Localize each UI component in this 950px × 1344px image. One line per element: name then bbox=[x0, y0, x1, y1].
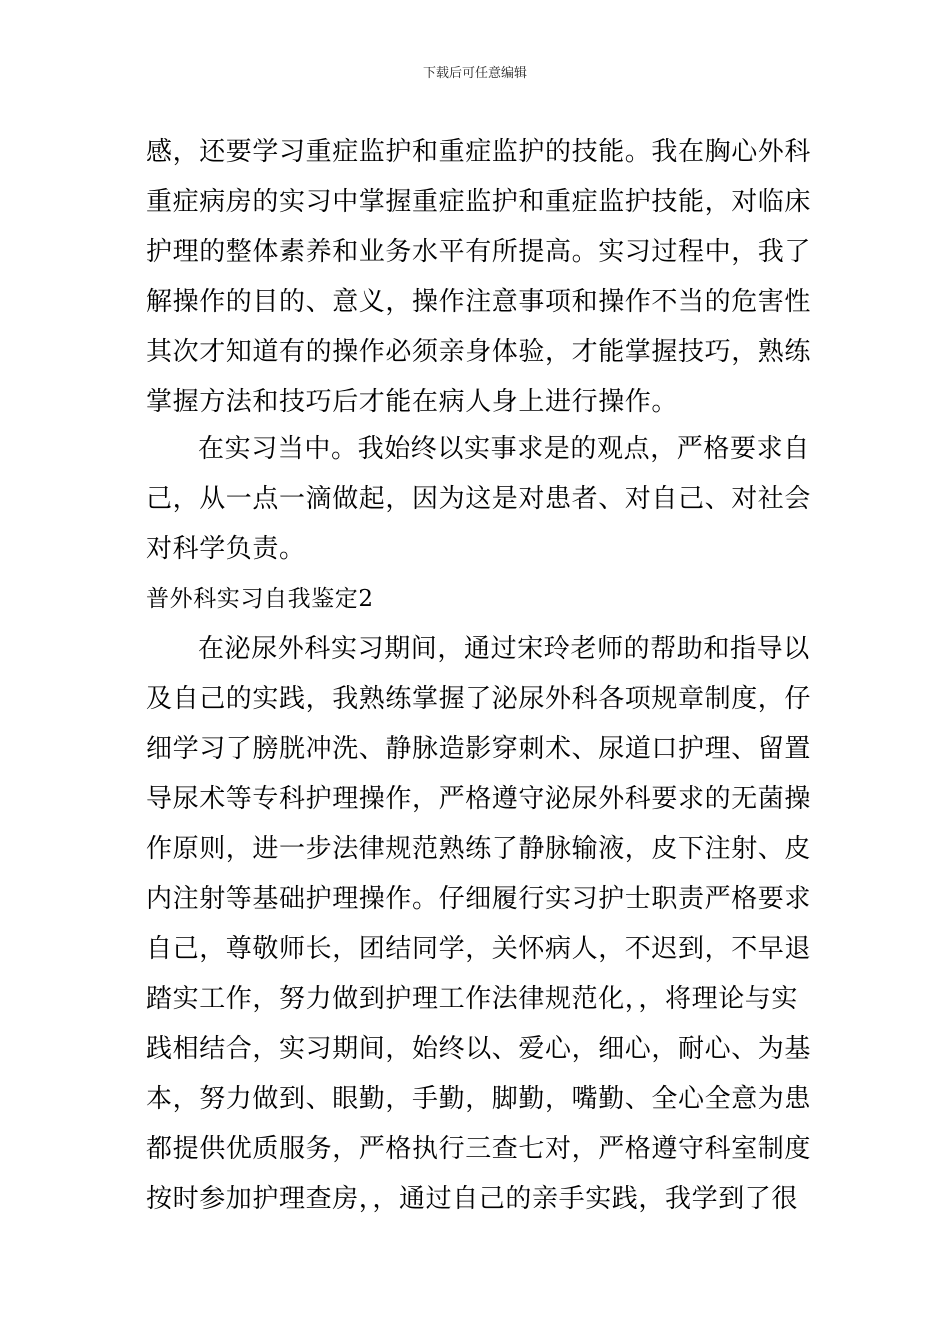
paragraph-line: 重症病房的实习中掌握重症监护和重症监护技能，对临床 bbox=[146, 187, 812, 217]
paragraph-line: 感，还要学习重症监护和重症监护的技能。我在胸心外科 bbox=[146, 137, 812, 167]
paragraph-line: 在实习当中。我始终以实事求是的观点，严格要求自 bbox=[198, 434, 810, 464]
paragraph-line: 践相结合，实习期间，始终以、爱心，细心，耐心、为基 bbox=[146, 1034, 812, 1064]
paragraph-line: 按时参加护理查房，，通过自己的亲手实践，我学到了很 bbox=[146, 1184, 799, 1214]
paragraph-line: 本，努力做到、眼勤，手勤，脚勤，嘴勤、全心全意为患 bbox=[146, 1084, 812, 1114]
paragraph-line: 踏实工作，努力做到护理工作法律规范化，，将理论与实 bbox=[146, 984, 799, 1014]
paragraph-line: 导尿术等专科护理操作，严格遵守泌尿外科要求的无菌操 bbox=[146, 784, 812, 814]
page-header: 下载后可任意编辑 bbox=[422, 66, 527, 81]
paragraph-line: 掌握方法和技巧后才能在病人身上进行操作。 bbox=[146, 387, 679, 417]
paragraph-line: 己，从一点一滴做起，因为这是对患者、对自己、对社会 bbox=[146, 484, 812, 514]
paragraph-line: 内注射等基础护理操作。仔细履行实习护士职责严格要求 bbox=[146, 884, 812, 914]
paragraph-line: 细学习了膀胱冲洗、静脉造影穿刺术、尿道口护理、留置 bbox=[146, 734, 812, 764]
paragraph-line: 及自己的实践，我熟练掌握了泌尿外科各项规章制度，仔 bbox=[146, 684, 812, 714]
paragraph-line: 护理的整体素养和业务水平有所提高。实习过程中，我了 bbox=[146, 237, 812, 267]
paragraph-line: 自己，尊敬师长，团结同学，关怀病人，不迟到，不早退 bbox=[146, 934, 812, 964]
paragraph-line: 解操作的目的、意义，操作注意事项和操作不当的危害性 bbox=[146, 287, 812, 317]
paragraph-line: 作原则，进一步法律规范熟练了静脉输液，皮下注射、皮 bbox=[146, 834, 812, 864]
paragraph-line: 都提供优质服务，严格执行三查七对，严格遵守科室制度 bbox=[146, 1134, 812, 1164]
paragraph-line: 其次才知道有的操作必须亲身体验，才能掌握技巧，熟练 bbox=[146, 337, 812, 367]
section-heading: 普外科实习自我鉴定2 bbox=[146, 586, 374, 612]
paragraph-line: 在泌尿外科实习期间，通过宋玲老师的帮助和指导以 bbox=[198, 634, 810, 664]
paragraph-line: 对科学负责。 bbox=[146, 534, 306, 564]
